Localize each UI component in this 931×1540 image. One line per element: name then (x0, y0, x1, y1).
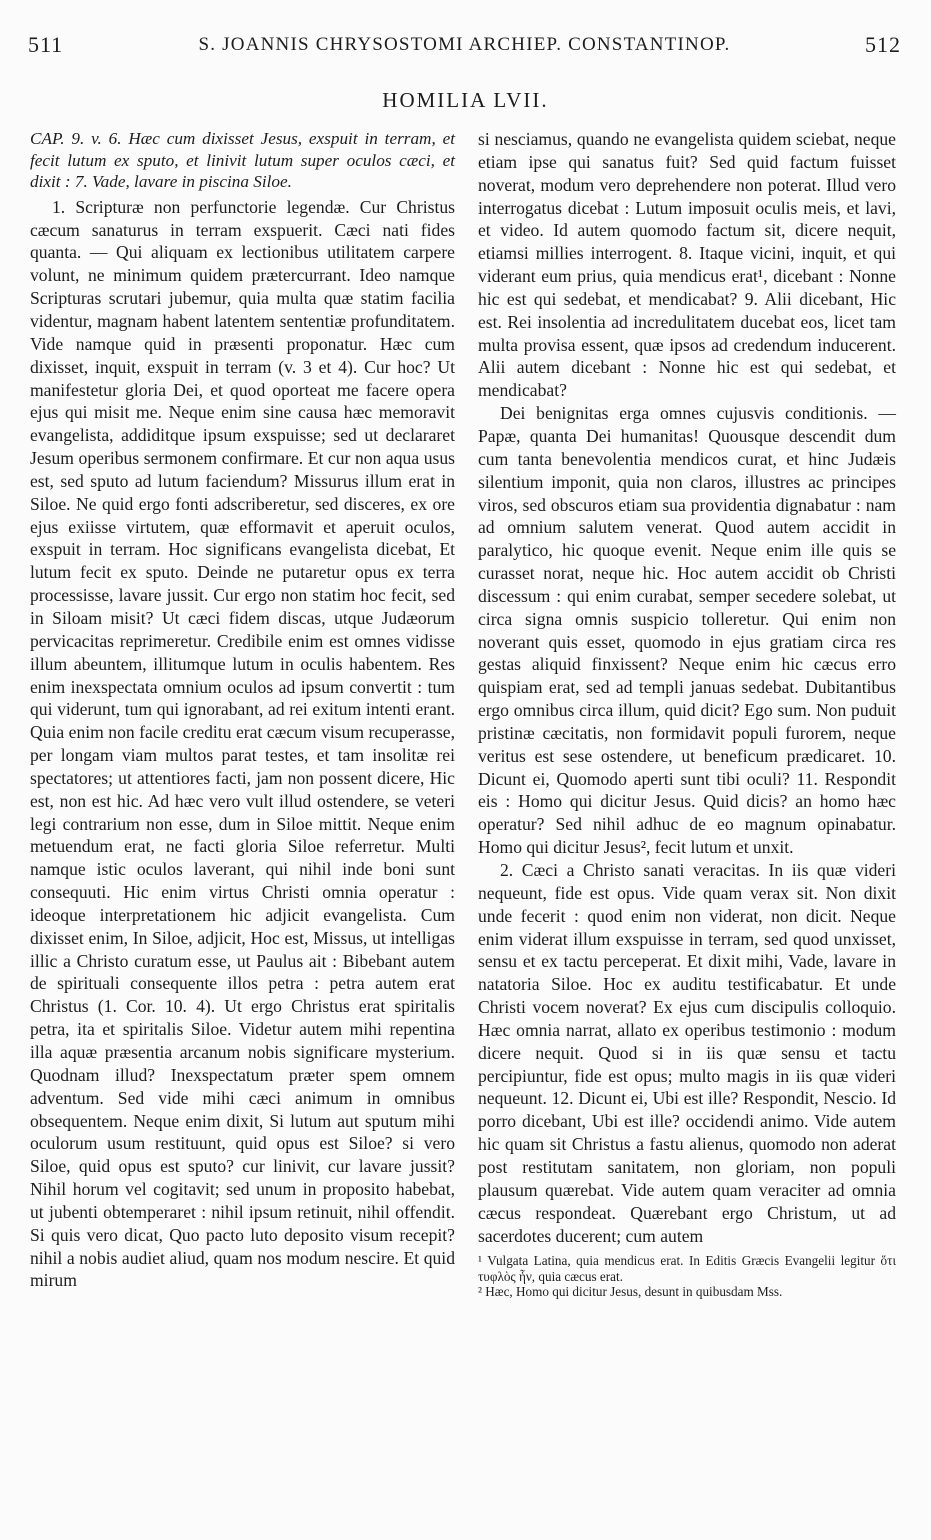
paragraph-2: 2. Cæci a Christo sanati veracitas. In iis quæ videri nequeunt, fide est opus. Vide quam verax sit. Non dixit unde fecerit : quod enim non viderat, non dicit. Neque enim viderat illum exspuisse in terram, sed quod unxisset, sensu et ex tactu perceperat. Et dixit mihi, Vade, lavare in natatoria Siloe. Hoc ex auditu testificabatur. Et unde Christi vocem noverat? Ex ejus cum discipulis colloquio. Hæc omnia narrat, allato ex operibus testimonio : modum dicere nequit. Quod si in iis quæ sensu et tactu percipiuntur, fide est opus; multo magis in iis quæ videri nequeunt. 12. Dicunt ei, Ubi est ille? Respondit, Nescio. Id porro dicebant, Ubi est ille? occidendi animo. Vide autem hic quam sit Christus a fastu alienus, quomodo non aderat post restitutam sanitatem, non gloriam, non populi plausum quærebat. Vide autem quam veraciter ad omnia cæcus respondeat. Quærebant ergo Christum, ut ad sacerdotes ducerent; cum autem (478, 860, 896, 1246)
page-number-right: 512 (865, 32, 901, 57)
chapter-caption: CAP. 9. v. 6. Hæc cum dixisset Jesus, exspuit in terram, et fecit lutum ex sputo, et linivit lutum super oculos cæci, et dixit : 7. Vade, lavare in piscina Siloe. (30, 129, 455, 192)
footnote-2: ² Hæc, Homo qui dicitur Jesus, desunt in quibusdam Mss. (478, 1284, 783, 1300)
page-number-left: 511 (28, 32, 64, 57)
paragraph-1: 1. Scripturæ non perfunctorie legendæ. Cur Christus cæcum sanaturus in terram exspuerit. Cæci nati fides quanta. — Qui aliquam ex lectionibus utilitatem carpere volunt, ne minimum quidem prætercurrant. Ideo namque Scripturas scrutari jubemur, quia multa quæ statim facilia videntur, magnam habent latentem sententiæ profunditatem. Vide namque quid in præsenti proponatur. Hæc cum dixisset, inquit, exspuit in terram (v. 3 et 4). Cur hoc? Ut manifestetur gloria Dei, et quod oporteat me facere opera ejus qui misit me. Neque enim sine causa hæc memoravit evangelista, addiditque ipsum exspuisse; sed ut declararet Jesum operibus sermonem confirmare. Et cur non aqua usus est, sed sputo ad lutum faciendum? Missurus illum erat in Siloe. Ne quid ergo fonti adscriberetur, sed disceres, ex ore ejus exiisse virtutem, quæ efformavit et aperuit oculos, exspuit in terram. Hoc significans evangelista dicebat, Et lutum fecit ex sputo. Deinde ne putaretur opus ex terra processisse, lavare jussit. Cur ergo non statim hoc fecit, sed in Siloam misit? Ut cæci fidem discas, utque Judæorum pervicacitas reprimeretur. Credibile enim est omnes vidisse illum abeuntem, illitumque lutum in oculis habentem. Res enim inexspectata omnium oculos ad ipsum convertit : tum qui viderunt, tum qui ignorabant, ad rei exitum intenti erant. Quia enim non facile creditu erat cæcum visum recuperasse, per longam viam multos parat testes, et tam insolitæ rei spectatores; ut attentiores facti, jam non possent dicere, Hic est, non est hic. Ad hæc vero vult illud ostendere, se veteri legi contrarium non esse, dum in Siloe mittit. Neque enim metuendum erat, ne facti gloria Siloe referretur. Multi namque istic oculos laverant, qui nihil inde boni sunt consequuti. Hic enim virtus Christi omnia operatur : ideoque interpretationem hic adjicit evangelista. Cum dixisset enim, In Siloe, adjicit, Hoc est, Missus, ut intelligas illic a Christo curatum esse, ut Paulus ait : Bibebant autem de spirituali consequente illos petra : petra autem erat Christus (1. Cor. 10. 4). Ut ergo Christus erat spiritalis petra, ita et spiritalis Siloe. Videtur autem mihi repentina illa aquæ præsentia arcanum nobis significare mysterium. Quodnam illud? Inexspectatum præter spem omnem adventum. Sed vide mihi cæci animum in omnibus obsequentem. Neque enim dixit, Si lutum aut sputum mihi oculorum usum restituunt, quid opus est Siloe? si vero Siloe, quid opus est sputo? cur linivit, cur lavare jussit? Nihil horum vel cogitavit; sed unum in proposito habebat, ut jubenti obtemperaret : nihil ipsum retinuit, nihil offendit. Si quis vero dicat, Quo pacto luto deposito visum recepit? nihil a nobis audiet aliud, quam nos modum nescire. Et quid mirum (30, 196, 455, 1291)
paragraph-continued: si nesciamus, quando ne evangelista quidem sciebat, neque etiam ipse qui sanatus fuit? Sed quid factum fuisset noverat, modum vero deprehendere non poterat. Illud vero interrogatus dicebat : Lutum imposuit oculis meis, et lavi, et video. Id autem quomodo factum sit, dicere nequit, etiamsi millies interrogent. 8. Itaque vicini, inquit, et qui viderant eum prius, quia mendicus erat¹, dicebant : Nonne hic est qui sedebat, et mendicabat? 9. Alii dicebant, Hic est. Rei insolentia ad incredulitatem ducebat eos, licet tam multa provisa essent, quæ ipsos ad credendum inducerent. Alii autem dicebant : Nonne hic est qui sedebat, et mendicabat? (478, 129, 896, 401)
running-header (28, 32, 901, 62)
footnotes (478, 1253, 896, 1300)
homily-title: HOMILIA LVII. (382, 88, 549, 112)
paragraph-dei-benignitas: Dei benignitas erga omnes cujusvis conditionis. — Papæ, quanta Dei humanitas! Quousque descendit dum cum tanta benevolentia mendicos curat, et hinc Judæis silentium imponit, quia non claros, illustres ac principes viros, sed obscuros etiam sua providentia dignabatur : nam ad omnium salutem venerat. Quod autem accidit in paralytico, hic quoque evenit. Neque enim ille quis se curasset norat, neque hic. Hoc autem accidit ob Christi discessum : qui enim curabat, semper secedere solebat, ut circa signa omnis suspicio tolleretur. Qui enim non noverant quis esset, quomodo in ejus gratiam circa res gestas aliquid finxissent? Neque enim hic cæcus erro quispiam erat, sed ad templi januas sedebat. Dubitantibus ergo omnibus circa illum, quid dicit? Ego sum. Non puduit pristinæ cæcitatis, non formidavit populi furorem, neque veritus est sese ostendere, ut beneficum prædicaret. 10. Dicunt ei, Quomodo aperti sunt tibi oculi? 11. Respondit eis : Homo qui dicitur Jesus. Quid dicis? an homo hæc operatur? Sed nihil adhuc de eo magnum opinabatur. Homo qui dicitur Jesus², fecit lutum et unxit. (478, 403, 896, 858)
right-column (478, 128, 896, 1300)
running-title: S. JOANNIS CHRYSOSTOMI ARCHIEP. CONSTANTINOP. (198, 34, 731, 55)
footnote-1: ¹ Vulgata Latina, quia mendicus erat. In Editis Græcis Evangelii legitur ὅτι τυφλὸς ἦν, quia cæcus erat. (478, 1253, 896, 1284)
left-column (30, 128, 455, 1292)
